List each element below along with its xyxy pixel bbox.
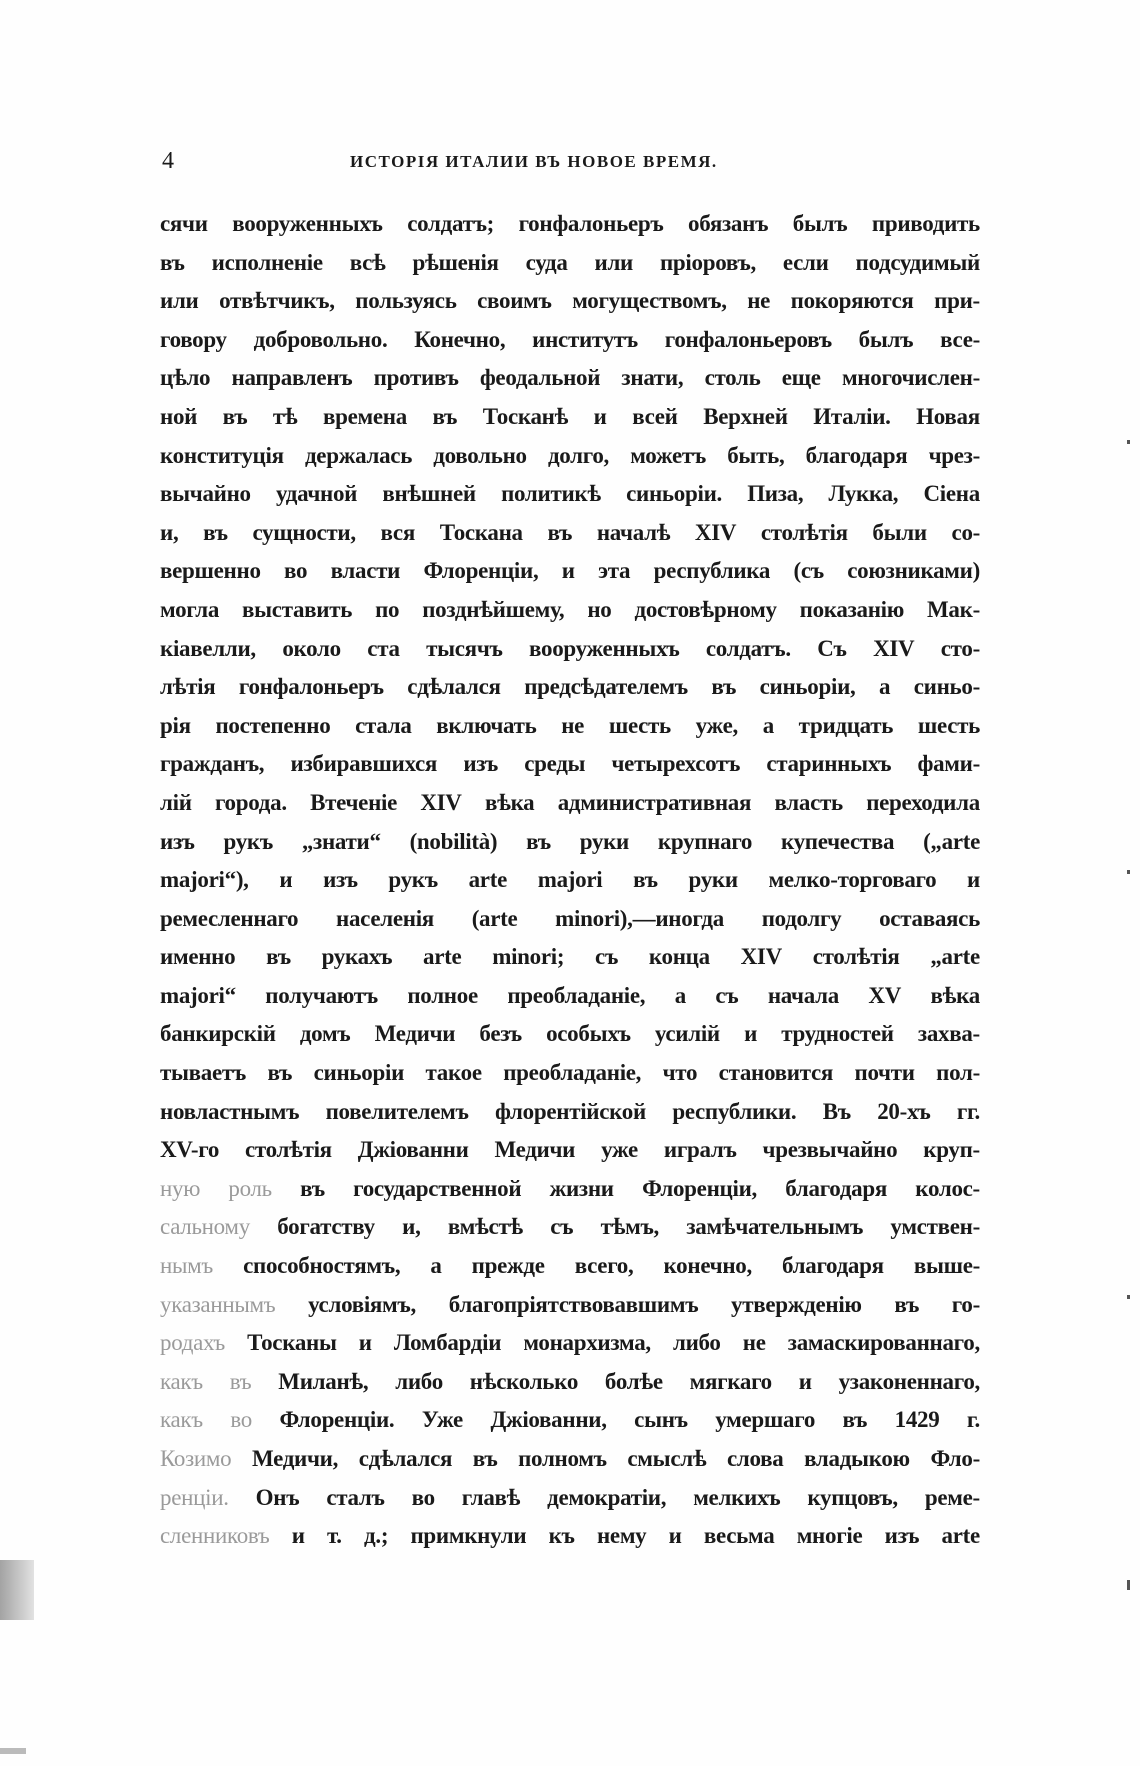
text-line: Козимо Медичи, сдѣлался въ полномъ смыслѣ слова владыкою Фло- [160,1446,980,1471]
text-line: или отвѣтчикъ, пользуясь своимъ могуществомъ, не покоряются при- [160,288,980,314]
scan-edge-mark [1127,870,1130,874]
text-line: и, въ сущности, вся Тоскана въ началѣ XIV столѣтія были со- [160,519,980,545]
text-line: тываетъ въ синьоріи такое преобладаніе, что становится почти пол- [160,1060,980,1086]
text-line: ной въ тѣ времена въ Тосканѣ и всей Верхней Италіи. Новая [160,403,980,429]
running-title: ИСТОРІЯ ИТАЛИИ ВЪ НОВОЕ ВРЕМЯ. [350,152,718,171]
text-line: ренціи. Онъ сталъ во главѣ демократіи, мелкихъ купцовъ, реме- [160,1484,980,1510]
text-line: какъ въ Миланѣ, либо нѣсколько болѣе мягкаго и узаконеннаго, [160,1368,980,1394]
text-line: вычайно удачной внѣшней политикѣ синьоріи. Пиза, Лукка, Сіена [160,481,980,507]
text-line: банкирскій домъ Медичи безъ особыхъ усилій и трудностей захва- [160,1021,980,1047]
text-line: рія постепенно стала включать не шесть уже, а тридцать шесть [160,712,980,738]
scan-shadow [0,1560,34,1620]
text-line: XV-го столѣтія Джіованни Медичи уже игралъ чрезвычайно круп- [160,1137,980,1163]
text-line: ную роль въ государственной жизни Флоренціи, благодаря колос- [160,1175,980,1201]
text-line: родахъ Тосканы и Ломбардіи монархизма, либо не замаскированнаго, [160,1330,980,1356]
text-line: какъ во Флоренціи. Уже Джіованни, сынъ умершаго въ 1429 г. [160,1407,980,1433]
text-line: могла выставить по позднѣйшему, но достовѣрному показанію Мак- [160,596,980,622]
text-line: majori“), и изъ рукъ arte majori въ руки мелко-торговаго и [160,867,980,893]
text-line: гражданъ, избиравшихся изъ среды четырехсотъ старинныхъ фами- [160,751,980,777]
text-line: majori“ получаютъ полное преобладаніе, а съ начала XV вѣка [160,982,980,1008]
scan-edge-mark [1127,1295,1130,1299]
text-line: новластнымъ повелителемъ флорентійской республики. Въ 20-хъ гг. [160,1098,980,1124]
text-line: лѣтія гонфалоньеръ сдѣлался предсѣдателемъ въ синьоріи, а синьо- [160,674,980,700]
scan-edge-mark [0,1748,26,1754]
text-line: говору добровольно. Конечно, институтъ гонфалоньеровъ былъ все- [160,326,980,352]
scan-edge-mark [1127,1580,1130,1590]
text-line: нымъ способностямъ, а прежде всего, конечно, благодаря выше- [160,1253,980,1279]
text-line: въ исполненіе всѣ рѣшенія суда или пріоровъ, если подсудимый [160,249,980,275]
text-line: ремесленнаго населенія (arte minori),—иногда подолгу оставаясь [160,905,980,931]
text-line: кіавелли, около ста тысячъ вооруженныхъ солдатъ. Съ XIV сто- [160,635,980,661]
text-line: именно въ рукахъ arte minori; съ конца XIV столѣтія „arte [160,944,980,970]
text-line: конституція держалась довольно долго, можетъ быть, благодаря чрез- [160,442,980,468]
page-header [160,148,980,176]
body-text [160,205,980,1556]
text-line: сленниковъ и т. д.; примкнули къ нему и весьма многіе изъ arte [160,1523,980,1549]
text-line: лій города. Втеченіе XIV вѣка административная власть переходила [160,789,980,815]
text-line: цѣло направленъ противъ феодальной знати, столь еще многочислен- [160,365,980,391]
text-line: указаннымъ условіямъ, благопріятствовавшимъ утвержденію въ го- [160,1291,980,1317]
text-line: вершенно во власти Флоренціи, и эта республика (съ союзниками) [160,558,980,584]
text-line: изъ рукъ „знати“ (nobilità) въ руки крупнаго купечества („arte [160,828,980,854]
scan-edge-mark [1127,440,1130,444]
text-line: сальному богатству и, вмѣстѣ съ тѣмъ, замѣчательнымъ умствен- [160,1214,980,1240]
page-number: 4 [162,148,174,174]
text-line: сячи вооруженныхъ солдатъ; гонфалоньеръ обязанъ былъ приводить [160,211,980,236]
